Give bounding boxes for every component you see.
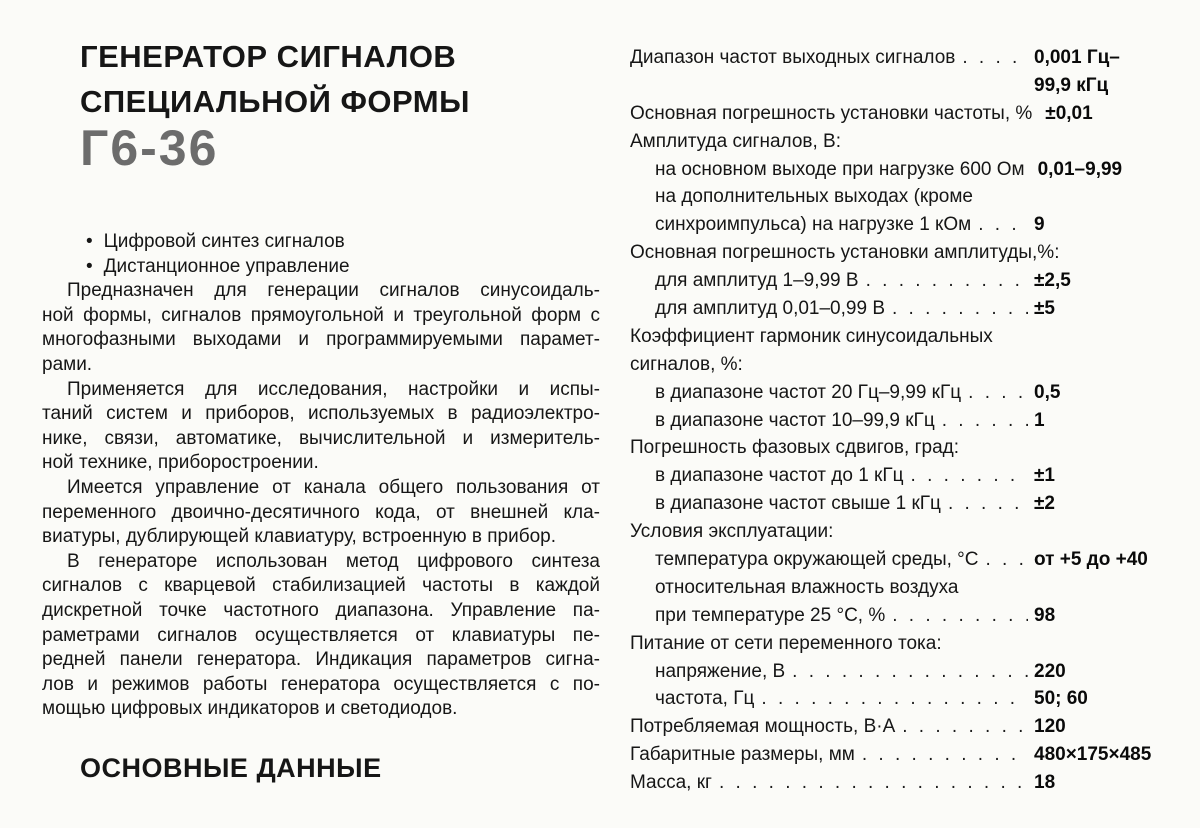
dot-leader <box>978 211 1028 239</box>
dot-leader <box>862 741 1028 769</box>
dot-leader <box>968 379 1028 407</box>
spec-value: ±1 <box>1034 465 1055 487</box>
spec-row <box>630 156 1175 184</box>
section-heading: ОСНОВНЫЕ ДАННЫЕ <box>80 753 382 783</box>
paragraph-line: сигналов с кварцевой стабилизацией частоты в каждой <box>42 575 600 597</box>
spec-label: Питание от сети переменного тока: <box>630 632 942 654</box>
spec-row <box>630 407 1175 435</box>
specs-list <box>630 44 1175 797</box>
page-title-line-1: ГЕНЕРАТОР СИГНАЛОВ <box>80 39 457 74</box>
spec-value: ±2,5 <box>1034 270 1071 292</box>
bullet-icon: • <box>86 231 93 252</box>
spec-label: Коэффициент гармоник синусоидальных <box>630 325 993 347</box>
spec-row <box>630 546 1175 574</box>
spec-label: Габаритные размеры, мм <box>630 744 855 766</box>
spec-row <box>630 183 1175 211</box>
spec-value: ±0,01 <box>1045 102 1093 124</box>
spec-row <box>630 741 1175 769</box>
spec-label: в диапазоне частот до 1 кГц <box>655 465 904 487</box>
dot-leader <box>866 267 1028 295</box>
feature-item <box>42 255 600 280</box>
paragraph-line: ной технике, приборостроении. <box>42 452 319 474</box>
dot-leader <box>719 769 1028 797</box>
spec-label: в диапазоне частот 20 Гц–9,99 кГц <box>655 381 962 403</box>
spec-label: Основная погрешность установки амплитуды, <box>630 242 1038 264</box>
left-column <box>42 0 600 828</box>
spec-value: 0,001 Гц– <box>1034 47 1120 68</box>
paragraph-line: рами. <box>42 353 93 375</box>
spec-label: Диапазон частот выходных сигналов <box>630 47 956 68</box>
feature-item <box>42 230 600 255</box>
spec-value: 480×175×485 <box>1034 744 1152 766</box>
spec-row <box>630 490 1175 518</box>
spec-label: в диапазоне частот 10–99,9 кГц <box>655 409 935 431</box>
dot-leader <box>792 658 1028 686</box>
features-list <box>42 230 600 279</box>
spec-value: 1 <box>1034 409 1045 431</box>
paragraph-line: дискретной точке частотного диапазона. Управление па- <box>42 599 600 621</box>
spec-label: Условия эксплуатации: <box>630 521 834 543</box>
dot-leader <box>911 462 1028 490</box>
spec-row <box>630 379 1175 407</box>
spec-row <box>630 574 1175 602</box>
spec-label: Потребляемая мощность, В·А <box>630 716 896 738</box>
spec-label: относительная влажность воздуха <box>655 576 959 598</box>
dot-leader <box>948 490 1028 518</box>
spec-row <box>630 462 1175 490</box>
paragraph-line: виатуры, дублирующей клавиатуру, встроенную в прибор. <box>42 526 557 548</box>
spec-value: от +5 до +40 <box>1034 549 1148 571</box>
spec-label-tail: %: <box>1037 242 1060 264</box>
spec-row <box>630 602 1175 630</box>
spec-label: Амплитуда сигналов, В: <box>630 130 842 152</box>
spec-value: 18 <box>1034 772 1056 794</box>
spec-value: 50; 60 <box>1034 688 1088 710</box>
paragraph-line: многофазными выходами и программируемыми парамет- <box>42 329 600 351</box>
paragraph-line: ной формы, сигналов прямоугольной и треугольной форм с <box>42 304 600 326</box>
paragraph <box>42 476 600 550</box>
spec-row <box>630 323 1175 351</box>
spec-row <box>630 239 1175 267</box>
dot-leader <box>942 407 1028 435</box>
spec-row <box>630 100 1175 128</box>
spec-value: 220 <box>1034 660 1066 682</box>
spec-row <box>630 630 1175 658</box>
dot-leader <box>761 685 1028 713</box>
spec-value: ±5 <box>1034 298 1055 320</box>
feature-label: Цифровой синтез сигналов <box>103 231 345 252</box>
spec-row <box>630 295 1175 323</box>
spec-label: для амплитуд 0,01–0,99 В <box>655 298 885 320</box>
spec-row <box>630 267 1175 295</box>
spec-value: 0,01–9,99 <box>1037 158 1123 180</box>
spec-label: при температуре 25 °С, % <box>655 604 886 626</box>
spec-label: напряжение, В <box>655 660 786 682</box>
spec-row <box>630 658 1175 686</box>
spec-label: синхроимпульса) на нагрузке 1 кОм <box>655 214 972 236</box>
spec-label: температура окружающей среды, °С <box>655 549 979 571</box>
paragraph-line: мощью цифровых индикаторов и светодиодов. <box>42 698 458 720</box>
spec-row <box>630 72 1175 100</box>
spec-label: Погрешность фазовых сдвигов, град: <box>630 437 960 459</box>
spec-row <box>630 434 1175 462</box>
paragraph-line: редней панели генератора. Индикация параметров сигна- <box>42 649 600 671</box>
description-block <box>42 230 600 722</box>
page-title <box>80 34 470 124</box>
spec-value: 99,9 кГц <box>1034 74 1109 96</box>
spec-label: в диапазоне частот свыше 1 кГц <box>655 493 941 515</box>
paragraph-line: Применяется для исследования, настройки и испы- <box>67 378 600 400</box>
spec-row <box>630 44 1175 72</box>
spec-row <box>630 351 1175 379</box>
paragraph <box>42 378 600 476</box>
paragraph-line: В генераторе использован метод цифрового синтеза <box>67 550 600 572</box>
dot-leader <box>962 44 1028 72</box>
paragraph-line: нике, связи, автоматике, вычислительной и измеритель- <box>42 427 600 449</box>
spec-value: 9 <box>1034 214 1045 236</box>
model-number: Г6-36 <box>80 120 219 176</box>
feature-label: Дистанционное управление <box>103 255 350 277</box>
paragraph <box>42 550 600 722</box>
spec-label: на дополнительных выходах (кроме <box>655 186 973 208</box>
spec-value: 0,5 <box>1034 381 1061 403</box>
dot-leader <box>902 713 1028 741</box>
spec-value: 98 <box>1034 604 1056 626</box>
dot-leader <box>986 546 1029 574</box>
spec-label: Основная погрешность установки частоты, % <box>630 102 1033 124</box>
spec-label: для амплитуд 1–9,99 В <box>655 270 859 292</box>
spec-row <box>630 685 1175 713</box>
bullet-icon: • <box>86 255 93 277</box>
paragraph-line: Имеется управление от канала общего пользования от <box>67 476 600 498</box>
page-title-line-2: СПЕЦИАЛЬНОЙ ФОРМЫ <box>80 84 470 119</box>
dot-leader <box>892 602 1028 630</box>
spec-value: ±2 <box>1034 493 1055 515</box>
spec-label: частота, Гц <box>655 688 755 710</box>
paragraph <box>42 279 600 377</box>
spec-row <box>630 128 1175 156</box>
spec-value: 120 <box>1034 716 1066 738</box>
paragraph-line: таний систем и приборов, используемых в радиоэлектро- <box>42 403 600 425</box>
spec-label: сигналов, %: <box>630 353 743 375</box>
spec-label: Масса, кг <box>630 772 712 794</box>
paragraph-line: Предназначен для генерации сигналов синусоидаль- <box>67 280 600 302</box>
paragraph-line: переменного двоично-десятичного кода, от внешней кла- <box>42 501 600 523</box>
paragraph-line: раметрами сигналов осуществляется от клавиатуры пе- <box>42 624 600 646</box>
spec-row <box>630 211 1175 239</box>
spec-row <box>630 769 1175 797</box>
spec-label: на основном выходе при нагрузке 600 Ом <box>655 158 1025 180</box>
paragraphs <box>42 279 600 722</box>
paragraph-line: лов и режимов работы генератора осуществляется с по- <box>42 673 600 695</box>
dot-leader <box>892 295 1028 323</box>
spec-row <box>630 713 1175 741</box>
spec-row <box>630 518 1175 546</box>
